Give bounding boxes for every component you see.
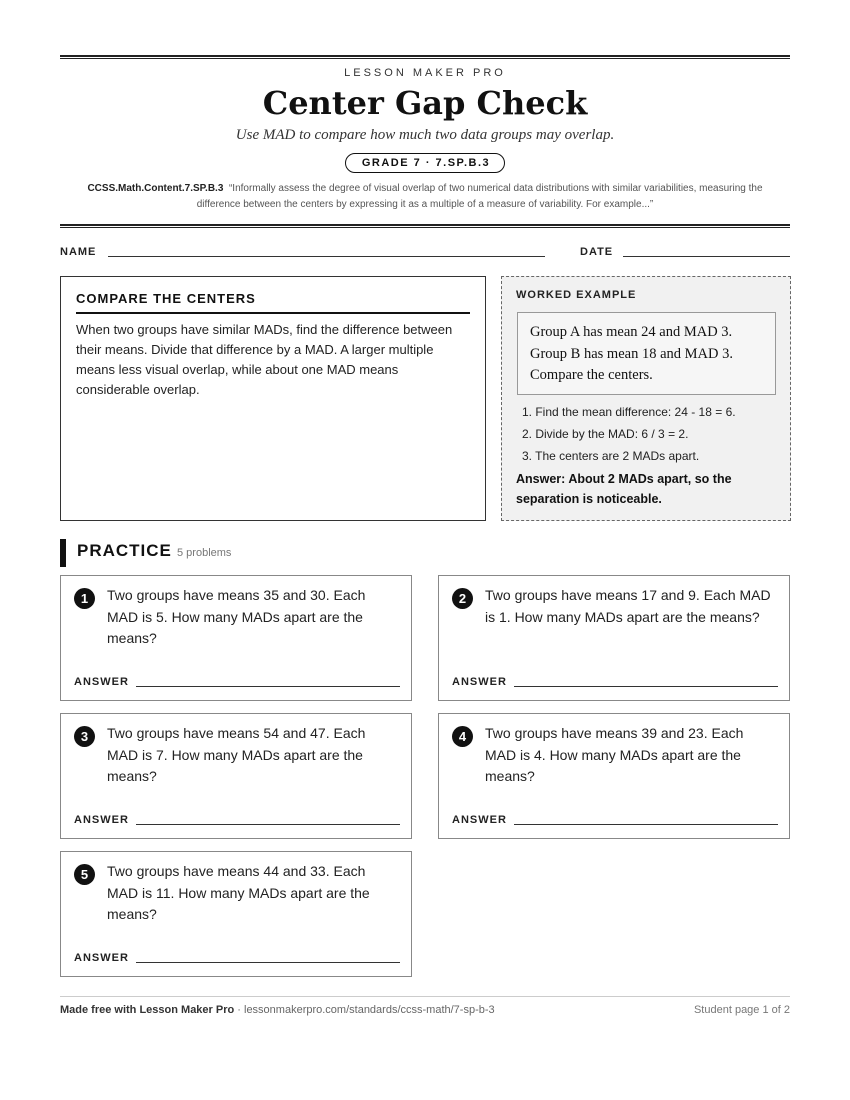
standard-text: “Informally assess the degree of visual overlap of two numerical data distributions with similar variabilities, measuring the difference between the centers by expressing it as a multiple of a measure of variability. For example...”: [196, 183, 763, 210]
answer-line[interactable]: [514, 824, 778, 825]
standard-description: [70, 181, 780, 213]
answer-label: ANSWER: [452, 676, 507, 688]
worked-example-steps: [522, 401, 736, 467]
footer-page-number: Student page 1 of 2: [693, 1004, 790, 1016]
worked-example-heading: WORKED EXAMPLE: [516, 289, 637, 301]
problem-text: Two groups have means 39 and 23. Each MAD is 4. How many MADs apart are the means?: [485, 725, 744, 784]
practice-problem-1: [60, 575, 412, 701]
answer-label: ANSWER: [74, 676, 129, 688]
practice-accent-bar: [60, 539, 66, 567]
problem-number: 1: [74, 588, 95, 609]
example-line: Group A has mean 24 and MAD 3.: [530, 324, 733, 340]
footer-credit: [60, 1004, 495, 1016]
name-label: NAME: [60, 246, 97, 258]
footer-made-with: Made free with Lesson Maker Pro: [60, 1004, 235, 1016]
footer-divider: [60, 996, 790, 997]
compare-heading: COMPARE THE CENTERS: [76, 291, 470, 314]
header-bottom-divider: [60, 224, 790, 228]
example-step: 3. The centers are 2 MADs apart.: [522, 449, 700, 463]
standard-code: CCSS.Math.Content.7.SP.B.3: [87, 183, 224, 194]
example-line: Compare the centers.: [530, 367, 653, 383]
brand-label: LESSON MAKER PRO: [344, 67, 506, 79]
page-subtitle: Use MAD to compare how much two data groups may overlap.: [235, 127, 615, 143]
answer-line[interactable]: [136, 686, 400, 687]
page-title: Center Gap Check: [262, 84, 588, 122]
problem-number: 3: [74, 726, 95, 747]
problem-text: Two groups have means 44 and 33. Each MAD is 11. How many MADs apart are the means?: [107, 863, 370, 922]
practice-problem-5: [60, 851, 412, 977]
practice-count: 5 problems: [177, 547, 232, 559]
answer-line[interactable]: [136, 824, 400, 825]
practice-problem-2: [438, 575, 790, 701]
name-line[interactable]: [108, 256, 545, 257]
example-line: Group B has mean 18 and MAD 3.: [530, 345, 733, 362]
answer-label: ANSWER: [452, 814, 507, 826]
answer-line[interactable]: [136, 962, 400, 963]
compare-body: When two groups have similar MADs, find the difference between their means. Divide that difference by a MAD. A larger multiple means less visual overlap, while about one MAD means considerable overlap.: [76, 322, 453, 397]
answer-label: ANSWER: [74, 814, 129, 826]
worksheet-page: [60, 0, 790, 1100]
practice-title: PRACTICE: [77, 541, 172, 560]
date-label: DATE: [580, 246, 614, 258]
worked-example-answer: Answer: About 2 MADs apart, so the separation is noticeable.: [516, 472, 732, 506]
grade-badge-wrap: [60, 153, 790, 173]
problem-text: Two groups have means 54 and 47. Each MAD is 7. How many MADs apart are the means?: [107, 725, 366, 784]
worked-example-problem: [517, 312, 776, 395]
example-step: 2. Divide by the MAD: 6 / 3 = 2.: [522, 427, 689, 441]
date-line[interactable]: [623, 256, 790, 257]
problem-text: Two groups have means 35 and 30. Each MAD is 5. How many MADs apart are the means?: [107, 587, 366, 646]
practice-problem-4: [438, 713, 790, 839]
problem-number: 2: [452, 588, 473, 609]
footer-url[interactable]: · lessonmakerpro.com/standards/ccss-math/7-sp-b-3: [234, 1004, 495, 1016]
example-step: 1. Find the mean difference: 24 - 18 = 6.: [522, 405, 736, 419]
worked-example-box: [501, 276, 791, 521]
answer-label: ANSWER: [74, 952, 129, 964]
problem-number: 5: [74, 864, 95, 885]
grade-badge: GRADE 7 · 7.SP.B.3: [345, 153, 505, 173]
compare-centers-box: [60, 276, 486, 521]
problem-text: Two groups have means 17 and 9. Each MAD is 1. How many MADs apart are the means?: [485, 587, 771, 625]
practice-problem-3: [60, 713, 412, 839]
answer-line[interactable]: [514, 686, 778, 687]
problem-number: 4: [452, 726, 473, 747]
top-divider: [60, 55, 790, 59]
